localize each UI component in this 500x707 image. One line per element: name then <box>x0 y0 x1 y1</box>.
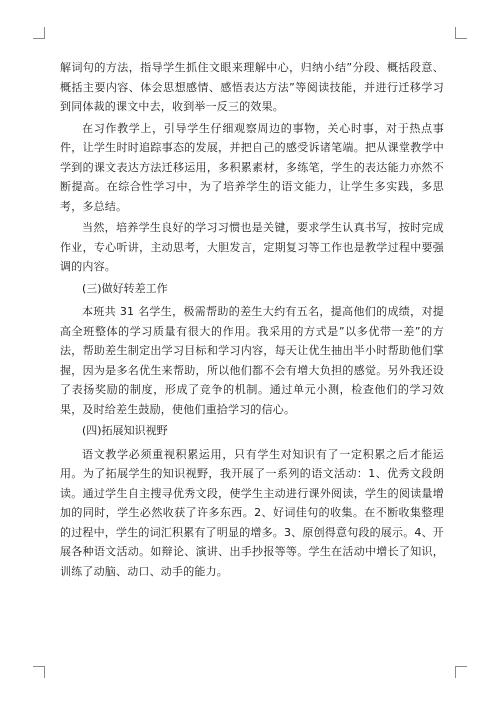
paragraph-study-habits: 当然，培养学生良好的学习习惯也是关键，要求学生认真书写，按时完成作业，专心听讲，主动思考，大胆发言，定期复习等工作也是教学过程中要强调的内容。 <box>60 221 444 273</box>
paragraph-remedial-work: 本班共 31 名学生，极需帮助的差生大约有五名，提高他们的成绩，对提高全班整体的学习质量有很大的作用。我采用的方式是”以多优带一差”的方法，帮助差生制定出学习目标和学习内容，每天让优生抽出半小时帮助他们掌握，因为是多名优生来帮助，所以他们都不会有增大负担的感觉。另外我还设了表扬奖励的制度，形成了竞争的机制。通过单元小测，检查他们的学习效果，及时给差生鼓励，使他们重拾学习的信心。 <box>60 305 444 416</box>
paragraph-writing-teaching: 在习作教学上，引导学生仔细观察周边的事物，关心时事，对于热点事件，让学生时时追踪事态的发展，并把自己的感受诉诸笔端。把从课堂教学中学到的课文表达方法迁移运用，多积累素材，多练笔，学生的表达能力亦然不断提高。在综合性学习中，为了培养学生的语文能力，让学生多实践，多思考，多总结。 <box>60 121 444 213</box>
crop-mark-bottom-right <box>455 666 467 678</box>
paragraph-expand-knowledge: 语文教学必须重视积累运用，只有学生对知识有了一定积累之后才能运用。为了拓展学生的知识视野，我开展了一系列的语文活动：1、优秀文段朗读。通过学生自主搜寻优秀文段，使学生主动进行课外阅读，学生的阅读量增加的同时，学生必然收获了许多东西。2、好词佳句的收集。在不断收集整理的过程中，学生的词汇积累有了明显的增多。3、原创得意句段的展示。4、开展各种语文活动。如辩论、演讲、出手抄报等等。学生在活动中增长了知识，训练了动脑、动口、动手的能力。 <box>60 447 444 578</box>
crop-mark-bottom-left <box>33 666 45 678</box>
paragraph-reading-methods: 解词句的方法，指导学生抓住文眼来理解中心，归纳小结”分段、概括段意、概括主要内容、体会思想感情、感悟表达方法”等阅读技能，并进行迁移学习到同体裁的课文中去，收到举一反三的效果。 <box>60 61 444 113</box>
crop-mark-top-right <box>455 27 467 39</box>
section-heading-expand-knowledge: (四)拓展知识视野 <box>82 424 168 437</box>
crop-mark-top-left <box>33 27 45 39</box>
section-heading-remedial-work: (三)做好转差工作 <box>82 281 168 295</box>
document-body <box>60 58 444 583</box>
